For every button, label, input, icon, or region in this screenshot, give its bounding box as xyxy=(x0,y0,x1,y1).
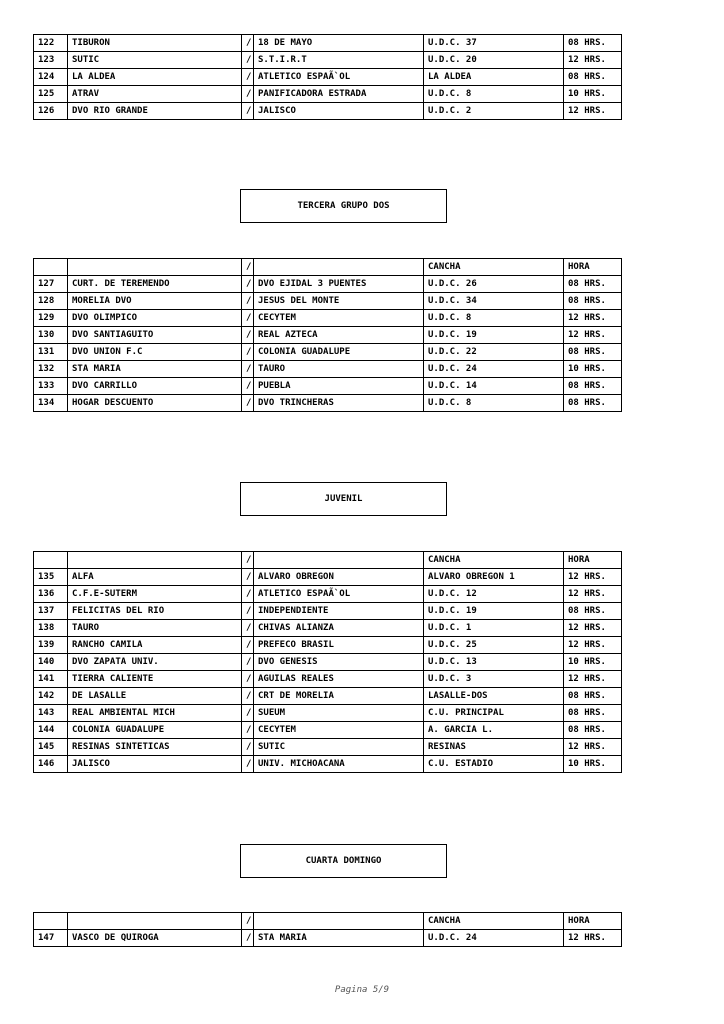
cell-home: TIBURON xyxy=(68,35,242,52)
cell-time: 08 HRS. xyxy=(564,378,622,395)
cell-away: TAURO xyxy=(254,361,424,378)
cell-time: 08 HRS. xyxy=(564,688,622,705)
header-cell-field: CANCHA xyxy=(424,259,564,276)
cell-field: U.D.C. 20 xyxy=(424,52,564,69)
table-row xyxy=(34,930,622,947)
cell-num: 130 xyxy=(34,327,68,344)
cell-time: 12 HRS. xyxy=(564,671,622,688)
cell-home: MORELIA DVO xyxy=(68,293,242,310)
cell-field: U.D.C. 24 xyxy=(424,361,564,378)
cell-sep: / xyxy=(242,327,254,344)
fixtures-table-juvenil xyxy=(33,551,622,773)
cell-home: JALISCO xyxy=(68,756,242,773)
cell-field: U.D.C. 3 xyxy=(424,671,564,688)
cell-away: ALVARO OBREGON xyxy=(254,569,424,586)
cell-sep: / xyxy=(242,603,254,620)
cell-home: DVO RIO GRANDE xyxy=(68,103,242,120)
cell-num: 129 xyxy=(34,310,68,327)
cell-sep: / xyxy=(242,705,254,722)
cell-away: UNIV. MICHOACANA xyxy=(254,756,424,773)
cell-field: U.D.C. 22 xyxy=(424,344,564,361)
cell-sep: / xyxy=(242,276,254,293)
cell-away: DVO EJIDAL 3 PUENTES xyxy=(254,276,424,293)
cell-home: DE LASALLE xyxy=(68,688,242,705)
cell-sep: / xyxy=(242,739,254,756)
table-header-row xyxy=(34,913,622,930)
cell-away: CRT DE MORELIA xyxy=(254,688,424,705)
cell-field: U.D.C. 8 xyxy=(424,310,564,327)
cell-num: 140 xyxy=(34,654,68,671)
cell-num: 138 xyxy=(34,620,68,637)
fixtures-table-tercera-grupo-dos xyxy=(33,258,622,412)
header-cell-home xyxy=(68,913,242,930)
cell-sep: / xyxy=(242,654,254,671)
cell-sep: / xyxy=(242,361,254,378)
cell-time: 10 HRS. xyxy=(564,86,622,103)
cell-num: 128 xyxy=(34,293,68,310)
cell-field: LA ALDEA xyxy=(424,69,564,86)
cell-away: PUEBLA xyxy=(254,378,424,395)
cell-field: U.D.C. 14 xyxy=(424,378,564,395)
cell-home: HOGAR DESCUENTO xyxy=(68,395,242,412)
table-row xyxy=(34,344,622,361)
cell-away: JALISCO xyxy=(254,103,424,120)
section-title-cuarta-domingo: CUARTA DOMINGO xyxy=(240,844,447,878)
cell-num: 146 xyxy=(34,756,68,773)
cell-field: U.D.C. 2 xyxy=(424,103,564,120)
table-row xyxy=(34,637,622,654)
cell-sep: / xyxy=(242,586,254,603)
cell-field: LASALLE-DOS xyxy=(424,688,564,705)
table-row xyxy=(34,378,622,395)
table-row xyxy=(34,586,622,603)
cell-home: ALFA xyxy=(68,569,242,586)
table-row xyxy=(34,293,622,310)
table-row xyxy=(34,620,622,637)
cell-field: U.D.C. 19 xyxy=(424,327,564,344)
cell-num: 141 xyxy=(34,671,68,688)
cell-num: 132 xyxy=(34,361,68,378)
cell-time: 12 HRS. xyxy=(564,739,622,756)
cell-time: 08 HRS. xyxy=(564,395,622,412)
header-cell-num xyxy=(34,552,68,569)
cell-home: RANCHO CAMILA xyxy=(68,637,242,654)
table-row xyxy=(34,361,622,378)
cell-sep: / xyxy=(242,293,254,310)
cell-num: 142 xyxy=(34,688,68,705)
cell-home: C.F.E-SUTERM xyxy=(68,586,242,603)
cell-home: LA ALDEA xyxy=(68,69,242,86)
table-row xyxy=(34,739,622,756)
cell-num: 133 xyxy=(34,378,68,395)
cell-time: 08 HRS. xyxy=(564,276,622,293)
cell-away: REAL AZTECA xyxy=(254,327,424,344)
cell-away: SUTIC xyxy=(254,739,424,756)
cell-field: U.D.C. 13 xyxy=(424,654,564,671)
cell-away: STA MARIA xyxy=(254,930,424,947)
header-cell-field: CANCHA xyxy=(424,913,564,930)
cell-sep: / xyxy=(242,569,254,586)
header-cell-num xyxy=(34,259,68,276)
cell-field: U.D.C. 19 xyxy=(424,603,564,620)
cell-num: 124 xyxy=(34,69,68,86)
cell-num: 134 xyxy=(34,395,68,412)
cell-field: U.D.C. 37 xyxy=(424,35,564,52)
cell-sep: / xyxy=(242,637,254,654)
cell-num: 139 xyxy=(34,637,68,654)
cell-field: U.D.C. 8 xyxy=(424,86,564,103)
cell-field: U.D.C. 8 xyxy=(424,395,564,412)
cell-field: A. GARCIA L. xyxy=(424,722,564,739)
cell-home: TIERRA CALIENTE xyxy=(68,671,242,688)
table-row xyxy=(34,35,622,52)
table-row xyxy=(34,705,622,722)
cell-time: 12 HRS. xyxy=(564,327,622,344)
header-cell-time: HORA xyxy=(564,552,622,569)
cell-time: 12 HRS. xyxy=(564,52,622,69)
cell-home: ATRAV xyxy=(68,86,242,103)
header-cell-home xyxy=(68,259,242,276)
table-row xyxy=(34,671,622,688)
table-row xyxy=(34,276,622,293)
header-cell-sep: / xyxy=(242,259,254,276)
table-row xyxy=(34,688,622,705)
cell-away: DVO TRINCHERAS xyxy=(254,395,424,412)
table-row xyxy=(34,756,622,773)
cell-time: 08 HRS. xyxy=(564,293,622,310)
cell-away: JESUS DEL MONTE xyxy=(254,293,424,310)
cell-time: 08 HRS. xyxy=(564,344,622,361)
cell-time: 12 HRS. xyxy=(564,310,622,327)
table-row xyxy=(34,603,622,620)
cell-away: CECYTEM xyxy=(254,310,424,327)
cell-num: 125 xyxy=(34,86,68,103)
cell-away: ATLETICO ESPAÃ`OL xyxy=(254,69,424,86)
table-row xyxy=(34,86,622,103)
header-cell-time: HORA xyxy=(564,259,622,276)
cell-num: 131 xyxy=(34,344,68,361)
cell-away: CHIVAS ALIANZA xyxy=(254,620,424,637)
fixtures-table-cuarta-domingo xyxy=(33,912,622,947)
cell-num: 145 xyxy=(34,739,68,756)
cell-sep: / xyxy=(242,671,254,688)
cell-sep: / xyxy=(242,722,254,739)
cell-sep: / xyxy=(242,69,254,86)
table-row xyxy=(34,395,622,412)
section-title-juvenil: JUVENIL xyxy=(240,482,447,516)
cell-time: 08 HRS. xyxy=(564,603,622,620)
cell-home: DVO OLIMPICO xyxy=(68,310,242,327)
cell-sep: / xyxy=(242,103,254,120)
cell-sep: / xyxy=(242,688,254,705)
cell-away: INDEPENDIENTE xyxy=(254,603,424,620)
cell-num: 144 xyxy=(34,722,68,739)
cell-time: 08 HRS. xyxy=(564,722,622,739)
cell-home: REAL AMBIENTAL MICH xyxy=(68,705,242,722)
header-cell-sep: / xyxy=(242,913,254,930)
cell-away: 18 DE MAYO xyxy=(254,35,424,52)
cell-field: C.U. PRINCIPAL xyxy=(424,705,564,722)
table-row xyxy=(34,569,622,586)
header-cell-field: CANCHA xyxy=(424,552,564,569)
cell-home: RESINAS SINTETICAS xyxy=(68,739,242,756)
cell-home: TAURO xyxy=(68,620,242,637)
cell-time: 10 HRS. xyxy=(564,654,622,671)
cell-sep: / xyxy=(242,344,254,361)
cell-field: U.D.C. 34 xyxy=(424,293,564,310)
cell-home: FELICITAS DEL RIO xyxy=(68,603,242,620)
cell-field: C.U. ESTADIO xyxy=(424,756,564,773)
header-cell-home xyxy=(68,552,242,569)
cell-field: U.D.C. 25 xyxy=(424,637,564,654)
cell-time: 10 HRS. xyxy=(564,361,622,378)
cell-home: STA MARIA xyxy=(68,361,242,378)
cell-sep: / xyxy=(242,756,254,773)
table-row xyxy=(34,722,622,739)
table-row xyxy=(34,327,622,344)
cell-time: 12 HRS. xyxy=(564,637,622,654)
cell-num: 126 xyxy=(34,103,68,120)
cell-time: 08 HRS. xyxy=(564,705,622,722)
table-row xyxy=(34,52,622,69)
cell-field: RESINAS xyxy=(424,739,564,756)
cell-num: 123 xyxy=(34,52,68,69)
cell-num: 147 xyxy=(34,930,68,947)
cell-away: PANIFICADORA ESTRADA xyxy=(254,86,424,103)
table-row xyxy=(34,103,622,120)
cell-sep: / xyxy=(242,620,254,637)
cell-num: 122 xyxy=(34,35,68,52)
cell-home: DVO ZAPATA UNIV. xyxy=(68,654,242,671)
cell-field: U.D.C. 26 xyxy=(424,276,564,293)
cell-num: 135 xyxy=(34,569,68,586)
cell-sep: / xyxy=(242,395,254,412)
table-row xyxy=(34,69,622,86)
header-cell-away xyxy=(254,913,424,930)
cell-sep: / xyxy=(242,86,254,103)
cell-away: AGUILAS REALES xyxy=(254,671,424,688)
cell-num: 136 xyxy=(34,586,68,603)
cell-time: 10 HRS. xyxy=(564,756,622,773)
cell-field: ALVARO OBREGON 1 xyxy=(424,569,564,586)
cell-time: 12 HRS. xyxy=(564,586,622,603)
header-cell-away xyxy=(254,552,424,569)
header-cell-sep: / xyxy=(242,552,254,569)
cell-num: 127 xyxy=(34,276,68,293)
cell-away: COLONIA GUADALUPE xyxy=(254,344,424,361)
cell-num: 143 xyxy=(34,705,68,722)
fixtures-table-continued xyxy=(33,34,622,120)
cell-time: 12 HRS. xyxy=(564,930,622,947)
cell-sep: / xyxy=(242,35,254,52)
section-title-tercera-grupo-dos: TERCERA GRUPO DOS xyxy=(240,189,447,223)
page-number: Pagina 5/9 xyxy=(334,985,390,995)
cell-time: 12 HRS. xyxy=(564,569,622,586)
cell-sep: / xyxy=(242,378,254,395)
cell-away: ATLETICO ESPAÃ`OL xyxy=(254,586,424,603)
cell-time: 08 HRS. xyxy=(564,69,622,86)
cell-sep: / xyxy=(242,52,254,69)
cell-home: DVO UNION F.C xyxy=(68,344,242,361)
cell-away: S.T.I.R.T xyxy=(254,52,424,69)
table-row xyxy=(34,310,622,327)
cell-away: PREFECO BRASIL xyxy=(254,637,424,654)
header-cell-time: HORA xyxy=(564,913,622,930)
cell-home: CURT. DE TEREMENDO xyxy=(68,276,242,293)
cell-time: 12 HRS. xyxy=(564,620,622,637)
cell-field: U.D.C. 24 xyxy=(424,930,564,947)
cell-field: U.D.C. 1 xyxy=(424,620,564,637)
table-header-row xyxy=(34,552,622,569)
table-header-row xyxy=(34,259,622,276)
header-cell-away xyxy=(254,259,424,276)
cell-sep: / xyxy=(242,310,254,327)
cell-home: COLONIA GUADALUPE xyxy=(68,722,242,739)
cell-away: SUEUM xyxy=(254,705,424,722)
cell-num: 137 xyxy=(34,603,68,620)
cell-home: DVO SANTIAGUITO xyxy=(68,327,242,344)
cell-home: VASCO DE QUIROGA xyxy=(68,930,242,947)
cell-sep: / xyxy=(242,930,254,947)
cell-time: 12 HRS. xyxy=(564,103,622,120)
cell-time: 08 HRS. xyxy=(564,35,622,52)
cell-home: SUTIC xyxy=(68,52,242,69)
cell-home: DVO CARRILLO xyxy=(68,378,242,395)
cell-away: CECYTEM xyxy=(254,722,424,739)
cell-away: DVO GENESIS xyxy=(254,654,424,671)
cell-field: U.D.C. 12 xyxy=(424,586,564,603)
header-cell-num xyxy=(34,913,68,930)
table-row xyxy=(34,654,622,671)
